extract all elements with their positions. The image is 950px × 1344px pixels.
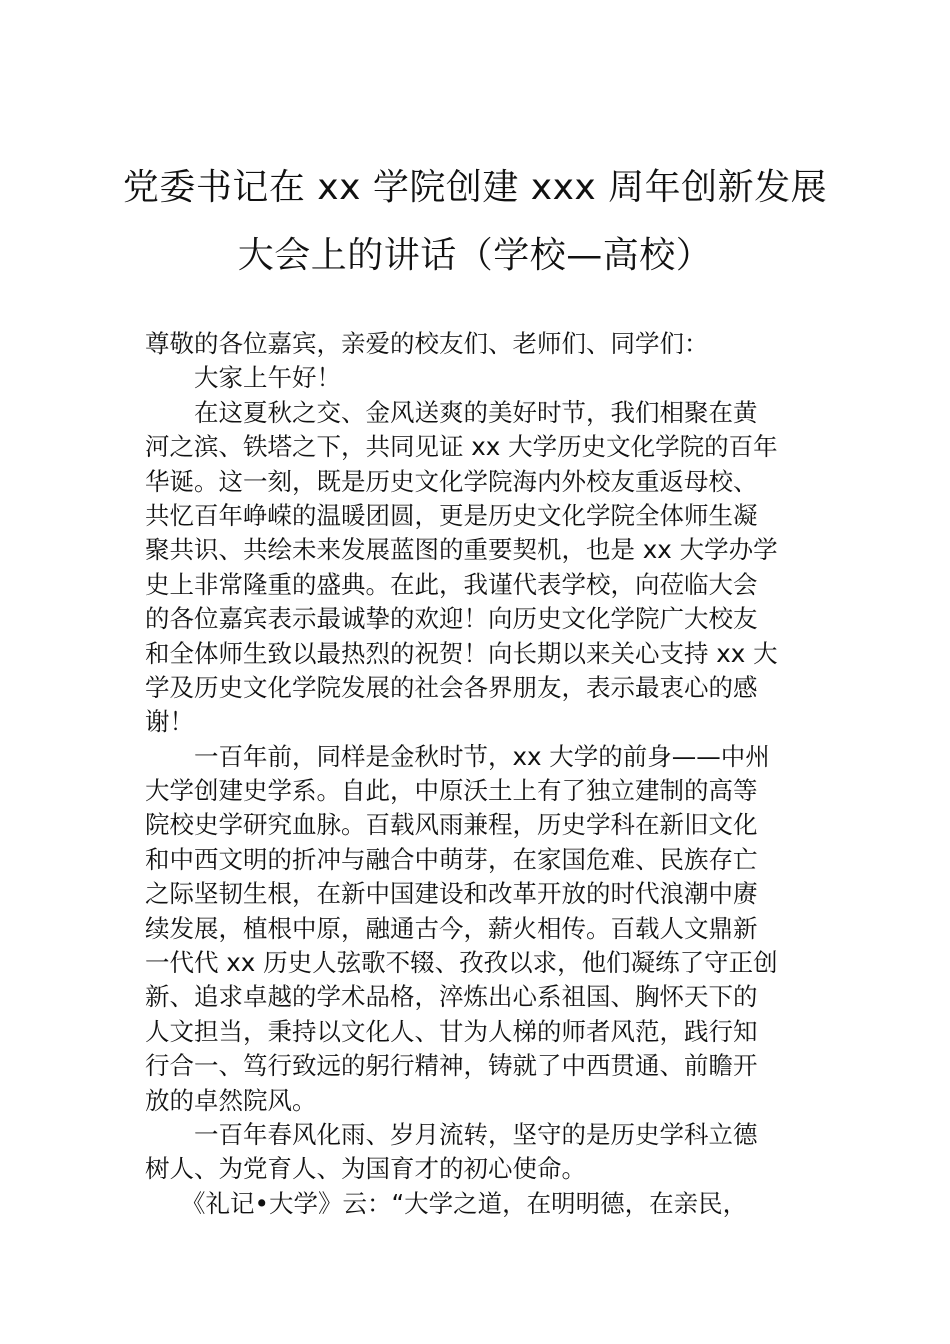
body-line: 聚共识、共绘未来发展蓝图的重要契机，也是 xx 大学办学 [145, 535, 778, 565]
body-line: 人文担当，秉持以文化人、甘为人梯的师者风范，践行知 [145, 1016, 758, 1046]
body-line: 院校史学研究血脉。百载风雨兼程，历史学科在新旧文化 [145, 810, 758, 840]
body-line: 学及历史文化学院发展的社会各界朋友，表示最衷心的感 [145, 672, 758, 702]
body-line: 一百年前，同样是金秋时节，xx 大学的前身——中州 [194, 741, 770, 771]
body-line: 华诞。这一刻，既是历史文化学院海内外校友重返母校、 [145, 466, 758, 496]
body-line: 续发展，植根中原，融通古今，薪火相传。百载人文鼎新 [145, 913, 758, 943]
body-line: 一百年春风化雨、岁月流转，坚守的是历史学科立德 [194, 1119, 758, 1149]
body-line: 行合一、笃行致远的躬行精神，铸就了中西贯通、前瞻开 [145, 1051, 758, 1081]
salutation-line: 尊敬的各位嘉宾，亲爱的校友们、老师们、同学们： [145, 329, 709, 358]
body-line: 大学创建史学系。自此，中原沃土上有了独立建制的高等 [145, 776, 758, 806]
body-line: 史上非常隆重的盛典。在此，我谨代表学校，向莅临大会 [145, 569, 758, 599]
document-title-line-2: 大会上的讲话（学校—高校） [237, 235, 713, 276]
greeting-line: 大家上午好！ [194, 363, 341, 393]
body-line: 新、追求卓越的学术品格，淬炼出心系祖国、胸怀天下的 [145, 982, 758, 1012]
document-title-line-1: 党委书记在 xx 学院创建 xxx 周年创新发展 [122, 167, 828, 208]
document-body [145, 327, 810, 1221]
body-line: 在这夏秋之交、金风送爽的美好时节，我们相聚在黄 [194, 397, 758, 427]
body-line: 和中西文明的折冲与融合中萌芽，在家国危难、民族存亡 [145, 844, 758, 874]
body-line: 共忆百年峥嵘的温暖团圆，更是历史文化学院全体师生凝 [145, 500, 758, 530]
body-line: 和全体师生致以最热烈的祝贺！向长期以来关心支持 xx 大 [145, 638, 778, 668]
body-line: 的各位嘉宾表示最诚挚的欢迎！向历史文化学院广大校友 [145, 604, 758, 634]
body-line: 河之滨、铁塔之下，共同见证 xx 大学历史文化学院的百年 [145, 432, 778, 462]
body-line: 一代代 xx 历史人弦歌不辍、孜孜以求，他们凝练了守正创 [145, 948, 778, 978]
body-line: 之际坚韧生根，在新中国建设和改革开放的时代浪潮中赓 [145, 879, 758, 909]
body-line: 《礼记•大学》云：“大学之道，在明明德，在亲民， [181, 1188, 748, 1218]
body-line: 树人、为党育人、为国育才的初心使命。 [145, 1154, 586, 1184]
body-line: 谢！ [145, 707, 194, 737]
body-line: 放的卓然院风。 [145, 1085, 317, 1115]
